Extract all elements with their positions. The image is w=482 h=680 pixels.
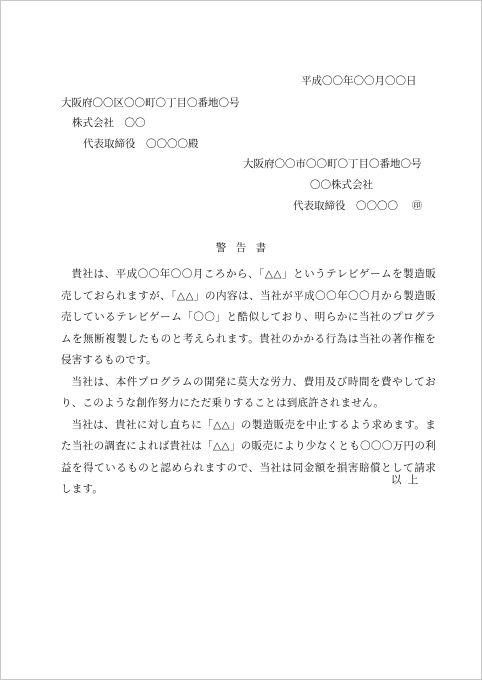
- letter-date: 平成〇〇年〇〇月〇〇日: [301, 75, 417, 87]
- document-body: [61, 264, 436, 501]
- sender-company: 〇〇株式会社: [310, 179, 373, 191]
- body-paragraph: 貴社は、平成〇〇年〇〇月ころから、「△△」というテレビゲームを製造販売しておられますが、「△△」の内容は、当社が平成〇〇年〇〇月から製造販売しているテレビゲーム「〇〇」と酷似しており、明らかに当社のプログラムを無断複製したものと考えられます。貴社のかかる行為は当社の著作権を侵害するものです。: [61, 268, 436, 366]
- sender-representative-line: [293, 199, 422, 214]
- closing-mark: 以上: [391, 474, 425, 486]
- seal-mark: ㊞: [412, 201, 422, 212]
- body-paragraph: 当社は、貴社に対し直ちに「△△」の製造販売を中止するよう求めます。また当社の調査によれば貴社は「△△」の販売により少なくとも〇〇〇万円の利益を得ているものと認められますので、当社は同金額を損害賠償として請求します。: [61, 418, 436, 495]
- sender-representative: 代表取締役 〇〇〇〇: [293, 200, 398, 212]
- recipient-company: 株式会社 〇〇: [72, 117, 146, 129]
- recipient-representative: 代表取締役 〇〇〇〇殿: [83, 138, 199, 150]
- recipient-address: 大阪府〇〇区〇〇町〇丁目〇番地〇号: [61, 97, 240, 109]
- sender-address: 大阪府〇〇市〇〇町〇丁目〇番地〇号: [243, 158, 422, 170]
- body-paragraph: 当社は、本件プログラムの開発に莫大な労力、費用及び時間を費やしており、このような創作努力にただ乗りすることは到底許されません。: [61, 375, 436, 409]
- document-title: 警告書: [215, 242, 276, 254]
